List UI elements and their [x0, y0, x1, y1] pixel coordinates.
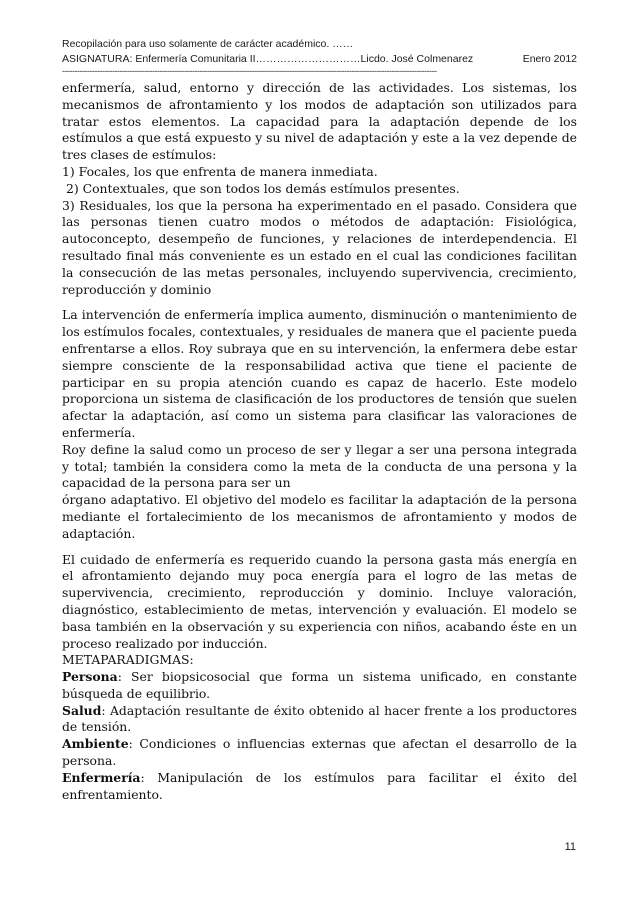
header-separator: ------------------------------------------------------------------------------------------------------------------------------------------------------: [62, 66, 437, 76]
paragraph-3: Roy define la salud como un proceso de ser y llegar a ser una persona integrada y total; también la considera como la meta de la conducta de una persona y la capacidad de la persona para ser un: [62, 441, 577, 491]
definition-persona: [62, 669, 577, 703]
paragraph-5: El cuidado de enfermería es requerido cuando la persona gasta más energía en el afrontamiento dejando muy poca energía para el logro de las metas de supervivencia, crecimiento, reproducción y dominio. Incluye valoración, diagnóstico, establecimiento de metas, intervención y evaluación. El modelo se basa también en la observación y su experiencia con niños, acabando éste en un proceso realizado por inducción.: [62, 551, 577, 651]
page-body: [62, 80, 577, 803]
metaparadigm-title: METAPARADIGMAS:: [62, 652, 194, 668]
definition-text: : Manipulación de los estímulos para facilitar el éxito del enfrentamiento.: [62, 769, 577, 802]
list-item-focales: 1) Focales, los que enfrenta de manera inmediata.: [62, 163, 378, 179]
definition-term: Salud: [62, 702, 102, 718]
definition-text: : Adaptación resultante de éxito obtenido al hacer frente a los productores de tensión.: [62, 702, 577, 735]
list-item-contextuales: 2) Contextuales, que son todos los demás estímulos presentes.: [62, 180, 460, 196]
header-line1: Recopilación para uso solamente de carácter académico. ……: [62, 38, 354, 50]
header-date: Enero 2012: [522, 53, 577, 65]
header-course: ASIGNATURA: Enfermería Comunitaria II…………………………Licdo. José Colmenarez: [62, 53, 474, 65]
paragraph-2: La intervención de enfermería implica aumento, disminución o mantenimiento de los estímulos focales, contextuales, y residuales de manera que el paciente pueda enfrentarse a ellos. Roy subraya que en su intervención, la enfermera debe estar siempre consciente de la responsabilidad activa que tiene el paciente de participar en su propia atención cuando es capaz de hacerlo. Este modelo proporciona un sistema de clasificación de los productores de tensión que suelen afectar la adaptación, así como un sistema para clasificar las valoraciones de enfermería.: [62, 307, 577, 440]
definition-ambiente: [62, 736, 577, 770]
paragraph-1: enfermería, salud, entorno y dirección de las actividades. Los sistemas, los mecanismos de afrontamiento y los modos de adaptación son utilizados para tratar estos elementos. La capacidad para la adaptación depende de los estímulos a que está expuesto y su nivel de adaptación y este a la vez depende de tres clases de estímulos:: [62, 80, 577, 163]
definition-term: Persona: [62, 669, 118, 685]
page-number: 11: [564, 841, 576, 853]
header-line2: [62, 52, 577, 67]
definition-enfermeria: [62, 770, 577, 804]
definition-term: Ambiente: [62, 736, 129, 752]
page-header: [62, 37, 577, 76]
paragraph-4: órgano adaptativo. El objetivo del modelo es facilitar la adaptación de la persona mediante el fortalecimiento de los mecanismos de afrontamiento y modos de adaptación.: [62, 492, 577, 541]
list-item-residuales: 3) Residuales, los que la persona ha experimentado en el pasado. Considera que las personas tienen cuatro modos o métodos de adaptación: Fisiológica, autoconcepto, desempeño de funciones, y relaciones de interdependencia. El resultado final más conveniente es un estado en el cual las condiciones facilitan la consecución de las metas personales, incluyendo supervivencia, crecimiento, reproducción y dominio: [62, 197, 577, 297]
definition-text: : Condiciones o influencias externas que afectan el desarrollo de la persona.: [62, 736, 577, 769]
definition-text: : Ser biopsicosocial que forma un sistema unificado, en constante búsqueda de equilibrio.: [62, 669, 577, 701]
definition-salud: [62, 703, 577, 737]
definition-term: Enfermería: [62, 769, 141, 785]
